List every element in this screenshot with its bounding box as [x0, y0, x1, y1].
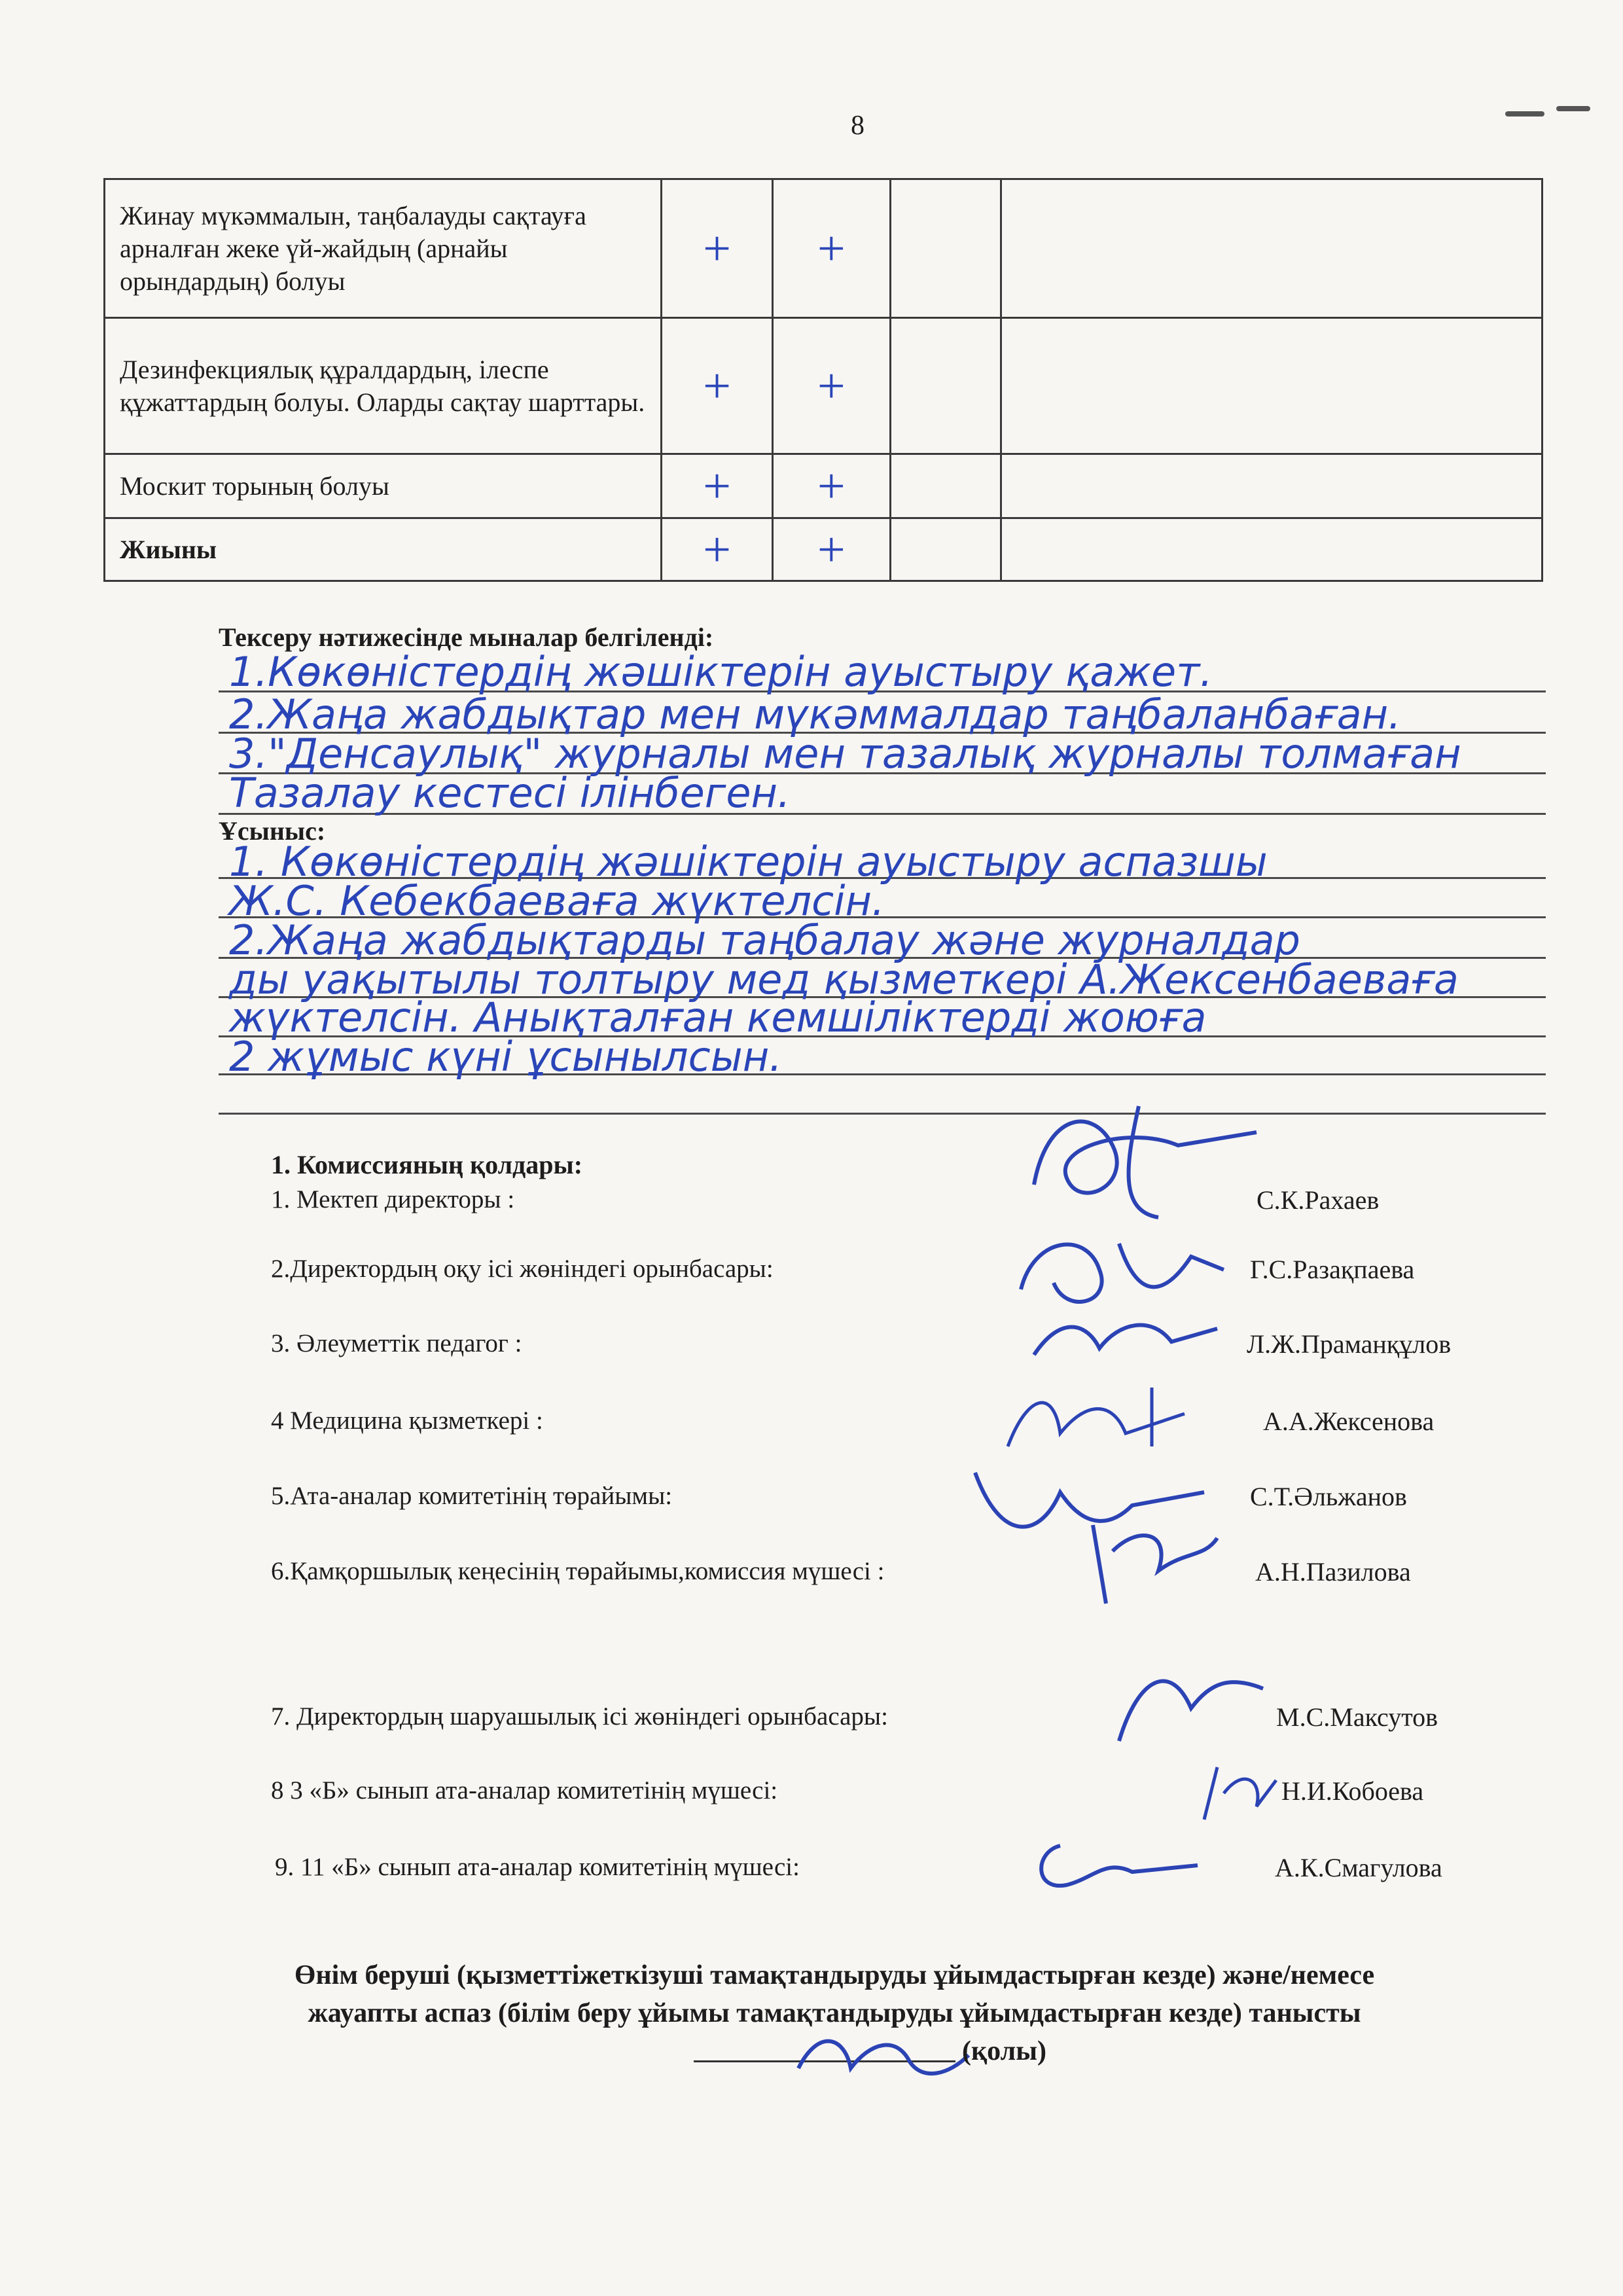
signature-2	[1008, 1217, 1243, 1316]
member-name: А.К.Смагулова	[1275, 1853, 1442, 1882]
member-name: М.С.Максутов	[1276, 1702, 1438, 1732]
finding-line: Тазалау кестесі ілінбеген.	[229, 769, 791, 817]
finding-line: 3."Денсаулық" журналы мен тазалық журналы толмаған	[229, 730, 1461, 778]
member-name: Н.И.Кобоева	[1281, 1776, 1424, 1806]
member-name: Л.Ж.Праманқұлов	[1247, 1329, 1452, 1359]
member-role: 8 3 «Б» сынып ата-аналар комитетінің мүшесі:	[271, 1776, 778, 1804]
scan-mark	[1505, 111, 1544, 117]
member-name: А.Н.Пазилова	[1255, 1557, 1411, 1587]
proposal-line: 2.Жаңа жабдықтарды таңбалау және журналдар	[229, 916, 1300, 964]
table-cell-empty	[890, 454, 1001, 518]
table-cell-empty	[890, 179, 1001, 318]
table-cell-empty	[890, 318, 1001, 454]
member-name: С.К.Рахаев	[1257, 1185, 1380, 1215]
table-row	[105, 318, 1543, 454]
table-cell-empty	[1001, 518, 1543, 581]
proposal-line: 2 жұмыс күні ұсынылсын.	[229, 1033, 782, 1081]
plus-mark: +	[662, 179, 773, 318]
member-name: Г.С.Разақпаева	[1250, 1255, 1415, 1284]
member-role: 3. Әлеуметтік педагог :	[271, 1329, 522, 1357]
findings-heading: Тексеру нәтижесінде мыналар белгіленді:	[219, 622, 714, 652]
signature-7	[1099, 1649, 1283, 1754]
table-cell-label: Жинау мүкәммалын, таңбалауды сақтауға арналған жеке үй-жайдың (арнайы орындардың) болуы	[105, 179, 662, 318]
footer-line-1: Өнім беруші (қызметтіжеткізуші тамақтандыруды ұйымдастырған кезде) және/немесе	[294, 1960, 1375, 1990]
table-cell-empty	[1001, 318, 1543, 454]
proposal-line: 1. Көкөністердің жәшіктерін ауыстыру аспазшы	[229, 838, 1268, 886]
signature-1	[1008, 1086, 1270, 1237]
table-cell-empty	[890, 518, 1001, 581]
plus-mark: +	[662, 518, 773, 581]
member-role: 5.Ата-аналар комитетінің төрайымы:	[271, 1482, 673, 1510]
signature-4	[995, 1374, 1217, 1460]
proposal-line: ды уақытылы толтыру мед қызметкері А.Жексенбаеваға	[229, 956, 1459, 1003]
table-cell-empty	[1001, 454, 1543, 518]
member-name: А.А.Жексенова	[1263, 1407, 1435, 1436]
scan-mark	[1556, 106, 1590, 111]
member-name: С.Т.Әльжанов	[1250, 1482, 1407, 1511]
plus-mark: +	[662, 318, 773, 454]
member-role: 2.Директордың оқу ісі жөніндегі орынбасары:	[271, 1255, 774, 1283]
plus-mark: +	[772, 179, 890, 318]
signature-9	[1021, 1820, 1217, 1905]
table-cell-label: Дезинфекциялық құралдардың, ілеспе құжаттардың болуы. Оларды сақтау шарттары.	[105, 318, 662, 454]
signature-3	[1021, 1302, 1237, 1374]
commission-heading: 1. Комиссияның қолдары:	[271, 1150, 583, 1179]
member-role: 6.Қамқоршылық кеңесінің төрайымы,комиссия мүшесі :	[271, 1557, 885, 1585]
table-row	[105, 179, 1543, 318]
plus-mark: +	[772, 518, 890, 581]
footer-line-2: жауапты аспаз (білім беру ұйымы тамақтандыруды ұйымдастырған кезде) танысты	[308, 1998, 1361, 2028]
signature-label: (қолы)	[962, 2036, 1046, 2066]
page-number: 8	[851, 111, 865, 141]
signature-footer	[785, 2016, 982, 2088]
table-cell-label: Москит торының болуы	[105, 454, 662, 518]
plus-mark: +	[772, 454, 890, 518]
table-row	[105, 518, 1543, 581]
inspection-table	[103, 178, 1543, 582]
member-role: 7. Директордың шаруашылық ісі жөніндегі орынбасары:	[271, 1702, 888, 1731]
table-cell-label-total: Жиыны	[105, 518, 662, 581]
member-role: 1. Мектеп директоры :	[271, 1185, 515, 1213]
table-row	[105, 454, 1543, 518]
member-role: 4 Медицина қызметкері :	[271, 1407, 543, 1435]
proposal-line: Ж.С. Кебекбаеваға жүктелсін.	[229, 877, 885, 925]
rule-line	[219, 1113, 1546, 1115]
plus-mark: +	[662, 454, 773, 518]
plus-mark: +	[772, 318, 890, 454]
finding-line: 2.Жаңа жабдықтар мен мүкәммалдар таңбаланбаған.	[229, 691, 1401, 738]
table-cell-empty	[1001, 179, 1543, 318]
proposal-line: жүктелсін. Анықталған кемшіліктерді жоюға	[229, 994, 1207, 1041]
proposal-heading: Ұсыныс:	[219, 816, 326, 846]
member-role: 9. 11 «Б» сынып ата-аналар комитетінің мүшесі:	[275, 1853, 800, 1881]
finding-line: 1.Көкөністердің жәшіктерін ауыстыру қажет.	[229, 648, 1213, 696]
signature-6	[1073, 1512, 1237, 1617]
